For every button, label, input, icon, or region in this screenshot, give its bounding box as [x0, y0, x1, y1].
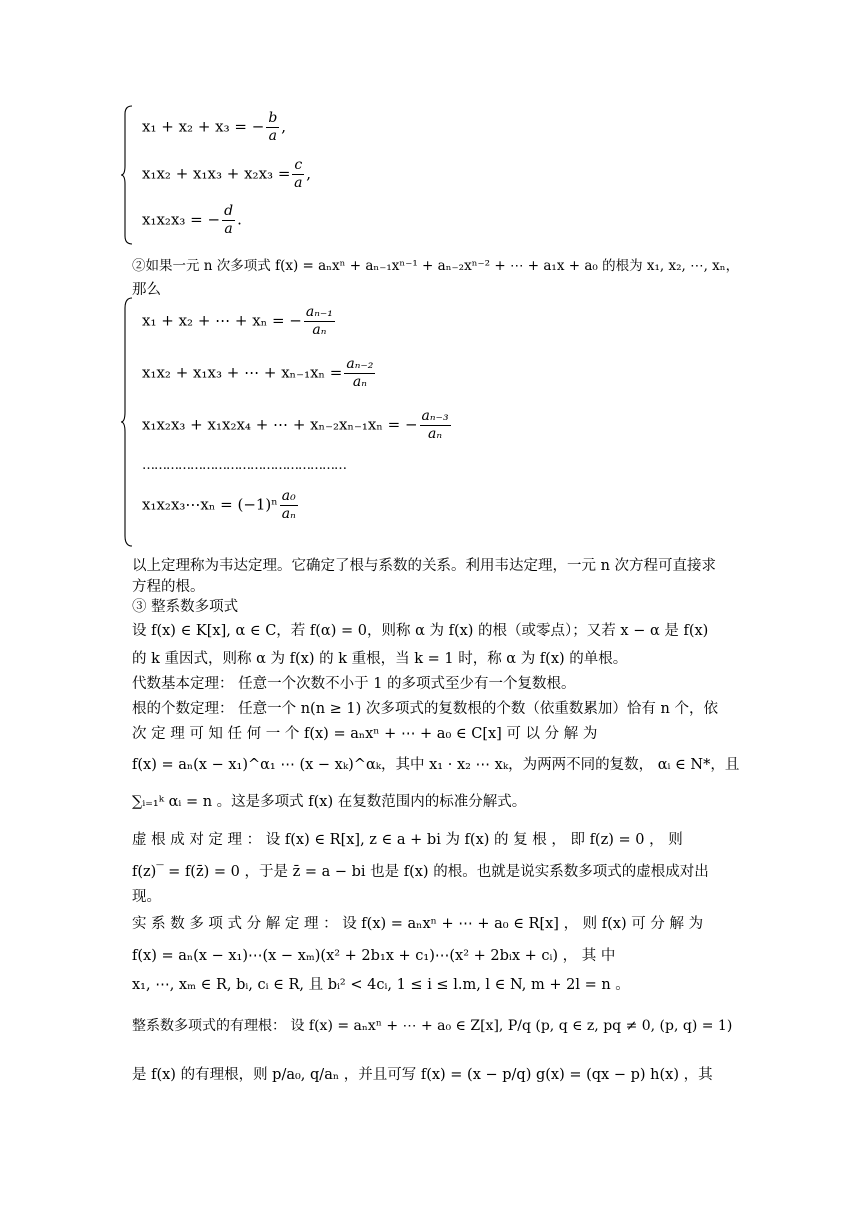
ellipsis-row: …………………………………………… [142, 458, 346, 473]
text-line: 次 定 理 可 知 任 何 一 个 f(x) = aₙxⁿ + ⋯ + a₀ ∈ C[x] 可 以 分 解 为 [132, 726, 598, 742]
theorem-line: 实 系 数 多 项 式 分 解 定 理 ： 设 f(x) = aₙxⁿ + ⋯ + a₀ ∈ R[x] ， 则 f(x) 可 分 解 为 [132, 916, 704, 932]
text-line: f(z)‾ = f(z̄) = 0 ，于是 z̄ = a − bi 也是 f(x) 的根。也就是说实系数多项式的虚根成对出 [132, 864, 709, 880]
text-line: 以上定理称为韦达定理。它确定了根与系数的关系。利用韦达定理，一元 n 次方程可直接求 [132, 558, 717, 574]
equation-row: x₁x₂x₃⋯xₙ = (−1)ⁿ $\frac{\text{a₀}}{\text{aₙ}}$ [142, 488, 296, 522]
fraction: $\frac{d}{a}$ [224, 203, 234, 237]
left-brace [120, 104, 134, 246]
text-line: f(x) = aₙ(x − x₁)^α₁ ⋯ (x − xₖ)^αₖ，其中 x₁ · x₂ ⋯ xₖ，为两两不同的复数， αᵢ ∈ N*，且 [132, 757, 740, 773]
equation-row: x₁ + x₂ + x₃ = − $\frac{b}{a}$ , [142, 110, 287, 144]
theorem-line: 代数基本定理： 任意一个次数不小于 1 的多项式至少有一个复数根。 [132, 676, 576, 692]
section-heading: ③ 整系数多项式 [132, 599, 239, 615]
fraction: $\frac{\text{aₙ₋₁}}{\text{aₙ}}$ [305, 304, 333, 338]
theorem-line: 整系数多项式的有理根： 设 f(x) = aₙxⁿ + ⋯ + a₀ ∈ Z[x], P/q (p, q ∈ z, pq ≠ 0, (p, q) = 1) [132, 1018, 733, 1034]
theorem-line: 虚 根 成 对 定 理 ： 设 f(x) ∈ R[x], z ∈ a + bi 为 f(x) 的 复 根 ， 即 f(z) = 0 ， 则 [132, 832, 683, 848]
text-line: 方程的根。 [132, 579, 205, 595]
equation-system-1 [120, 104, 420, 246]
text-line: 那么 [132, 282, 161, 298]
left-brace [120, 296, 134, 548]
text-line: ②如果一元 n 次多项式 f(x) = aₙxⁿ + aₙ₋₁xⁿ⁻¹ + aₙ₋₂xⁿ⁻² + ⋯ + a₁x + a₀ 的根为 x₁, x₂, ⋯, xₙ， [132, 258, 740, 274]
fraction: $\frac{\text{aₙ₋₃}}{\text{aₙ}}$ [421, 408, 449, 442]
fraction: $\frac{\text{a₀}}{\text{aₙ}}$ [281, 488, 296, 522]
equation-row: x₁x₂ + x₁x₃ + ⋯ + xₙ₋₁xₙ = $\frac{\text{aₙ₋₂}}{\text{aₙ}}$ [142, 356, 374, 390]
equation-row: x₁x₂x₃ = − $\frac{d}{a}$ . [142, 203, 242, 237]
fraction: $\frac{\text{aₙ₋₂}}{\text{aₙ}}$ [346, 356, 374, 390]
theorem-line: 根的个数定理： 任意一个 n(n ≥ 1) 次多项式的复数根的个数（依重数累加）恰有 n 个，依 [132, 701, 718, 717]
equation-row: x₁x₂x₃ + x₁x₂x₄ + ⋯ + xₙ₋₂xₙ₋₁xₙ = − $\frac{\text{aₙ₋₃}}{\text{aₙ}}$ [142, 408, 449, 442]
equation-row: x₁x₂ + x₁x₃ + x₂x₃ = $\frac{c}{a}$ , [142, 157, 312, 191]
text-line: 的 k 重因式，则称 α 为 f(x) 的 k 重根，当 k = 1 时，称 α 为 f(x) 的单根。 [132, 651, 628, 667]
text-line: x₁, ⋯, xₘ ∈ R, bᵢ, cᵢ ∈ R, 且 bᵢ² < 4cᵢ, 1 ≤ i ≤ l.m, l ∈ N, m + 2l = n 。 [132, 977, 630, 993]
text-line: 是 f(x) 的有理根，则 p/a₀, q/aₙ ，并且可写 f(x) = (x − p/q) g(x) = (qx − p) h(x) ，其 [132, 1067, 713, 1083]
equation-row: x₁ + x₂ + ⋯ + xₙ = − $\frac{\text{aₙ₋₁}}{\text{aₙ}}$ [142, 304, 333, 338]
equation-system-2 [120, 296, 460, 548]
fraction: $\frac{b}{a}$ [268, 110, 278, 144]
text-line: 现。 [132, 889, 161, 905]
text-line: ∑ᵢ₌₁ᵏ αᵢ = n 。这是多项式 f(x) 在复数范围内的标准分解式。 [132, 794, 527, 810]
text-line: f(x) = aₙ(x − x₁)⋯(x − xₘ)(x² + 2b₁x + c₁)⋯(x² + 2bᵢx + cᵢ) ， 其 中 [132, 948, 616, 964]
fraction: $\frac{c}{a}$ [294, 157, 303, 191]
text-line: 设 f(x) ∈ K[x], α ∈ C，若 f(α) = 0，则称 α 为 f(x) 的根（或零点）；又若 x − α 是 f(x) [132, 623, 709, 639]
